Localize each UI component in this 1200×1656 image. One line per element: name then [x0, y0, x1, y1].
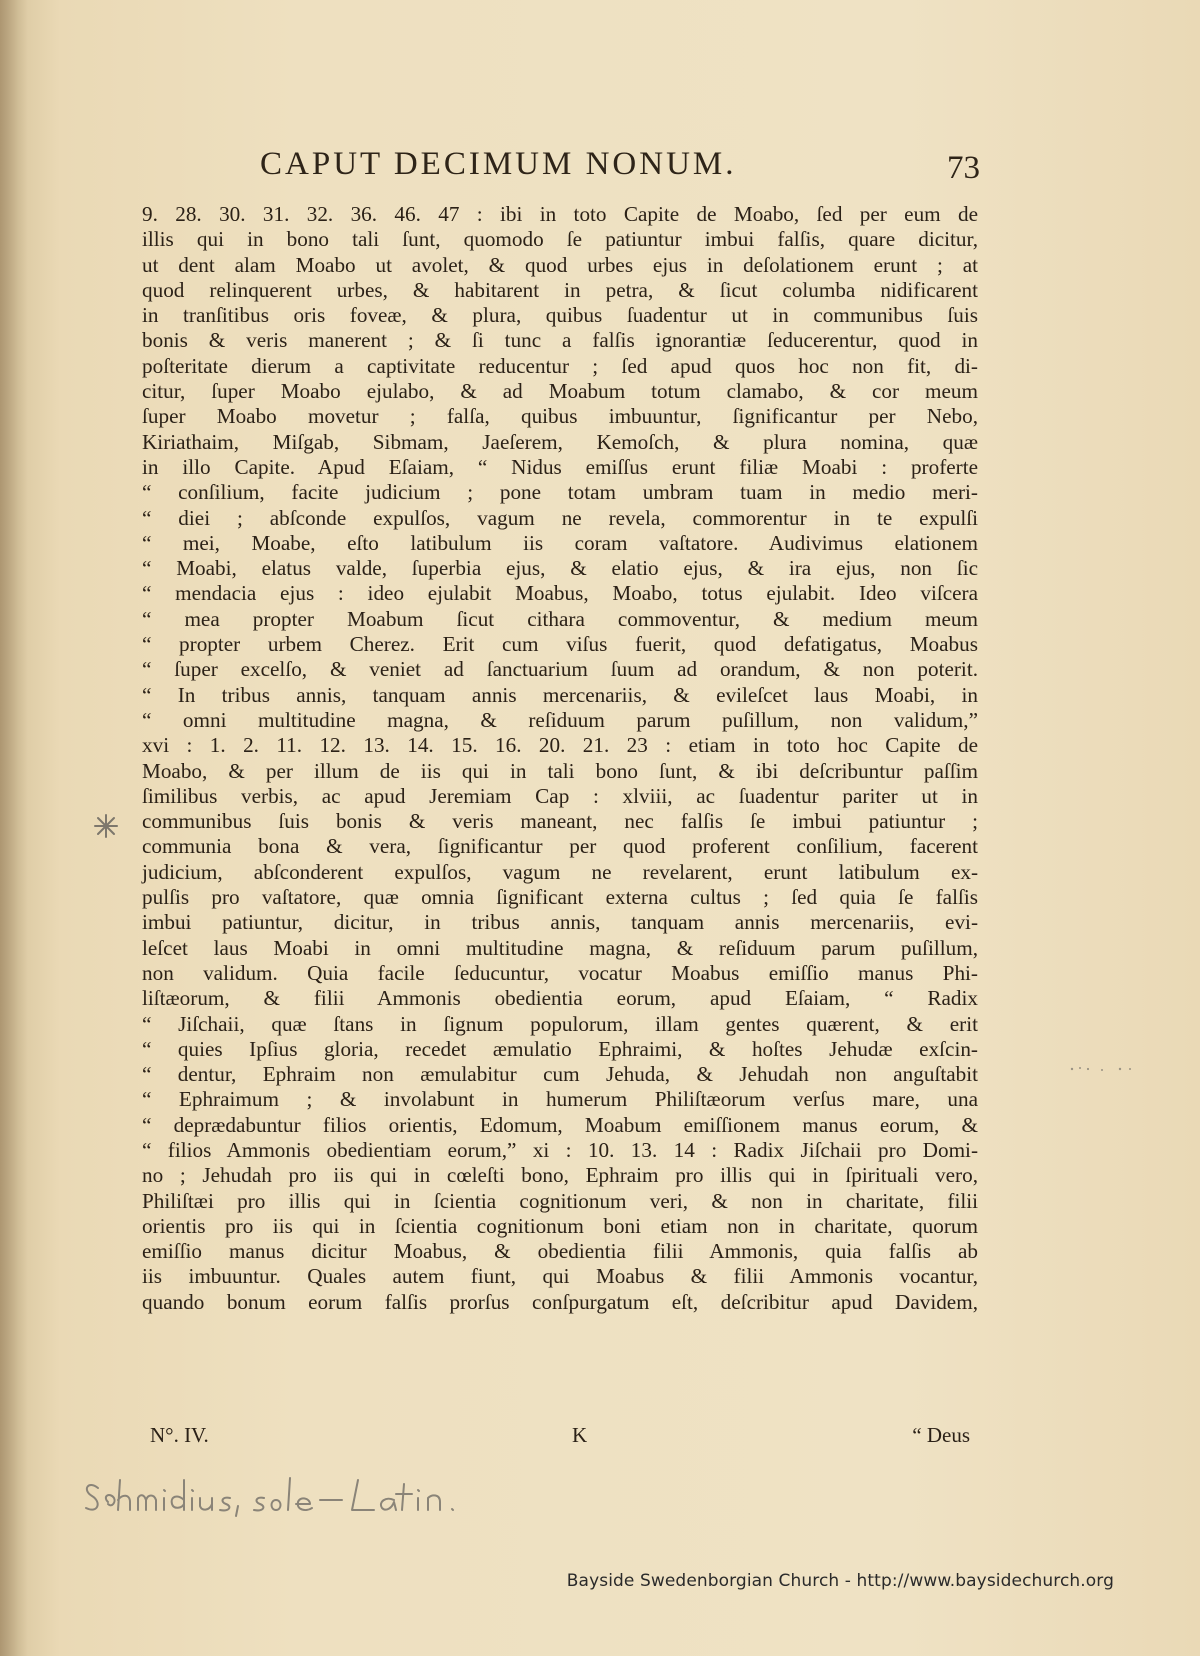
text-line: ut dent alam Moabo ut avolet, & quod urbes ejus in deſolationem erunt ; at — [142, 252, 978, 277]
text-line: xvi : 1. 2. 11. 12. 13. 14. 15. 16. 20. 21. 23 : etiam in toto hoc Capite de — [142, 733, 978, 758]
text-line: “ mendacia ejus : ideo ejulabit Moabus, Moabo, totus ejulabit. Ideo viſcera — [142, 581, 978, 606]
text-line — [142, 1315, 978, 1340]
text-line: in illo Capite. Apud Eſaiam, “ Nidus emiſſus erunt filiæ Moabi : proferte — [142, 454, 978, 479]
text-line: “ Ephraimum ; & involabunt in humerum Philiſtæorum verſus mare, una — [142, 1087, 978, 1112]
text-line: “ filios Ammonis obedientiam eorum,” xi : 10. 13. 14 : Radix Jiſchaii pro Domi- — [142, 1137, 978, 1162]
body-text — [142, 202, 978, 1340]
text-line: illis qui in bono tali ſunt, quomodo ſe patiuntur imbui falſis, quare dicitur, — [142, 227, 978, 252]
text-line: ſimilibus verbis, ac apud Jeremiam Cap : xlviii, ac ſuadentur pariter ut in — [142, 783, 978, 808]
text-line: leſcet laus Moabi in omni multitudine magna, & reſiduum parum puſillum, — [142, 935, 978, 960]
text-line: no ; Jehudah pro iis qui in cœleſti bono, Ephraim pro illis qui in ſpirituali vero, — [142, 1163, 978, 1188]
text-line: “ In tribus annis, tanquam annis mercenariis, & evileſcet laus Moabi, in — [142, 682, 978, 707]
text-line: “ propter urbem Cherez. Erit cum viſus fuerit, quod defatigatus, Moabus — [142, 632, 978, 657]
text-line: judicium, abſconderent expulſos, vagum ne revelarent, erunt latibulum ex- — [142, 859, 978, 884]
text-line: “ ſuper excelſo, & veniet ad ſanctuarium ſuum ad orandum, & non poterit. — [142, 657, 978, 682]
text-line: ſuper Moabo movetur ; falſa, quibus imbuuntur, ſignificantur per Nebo, — [142, 404, 978, 429]
running-head: CAPUT DECIMUM NONUM. — [260, 146, 737, 182]
text-line: quod relinquerent urbes, & habitarent in petra, & ſicut columba nidificarent — [142, 277, 978, 302]
text-line: in tranſitibus oris foveæ, & plura, quibus ſuadentur ut in communibus ſuis — [142, 303, 978, 328]
stray-ink-marks — [1068, 1064, 1138, 1074]
catchword: “ Deus — [912, 1423, 970, 1447]
text-line: non validum. Quia facile ſeducuntur, vocatur Moabus emiſſio manus Phi- — [142, 960, 978, 985]
text-line: “ mei, Moabe, eſto latibulum iis coram vaſtatore. Audivimus elationem — [142, 530, 978, 555]
text-line: Moabo, & per illum de iis qui in tali bono ſunt, & ibi deſcribuntur paſſim — [142, 758, 978, 783]
text-line: “ mea propter Moabum ſicut cithara commoventur, & medium meum — [142, 606, 978, 631]
text-line: quando bonum eorum falſis prorſus conſpurgatum eſt, deſcribitur apud Davidem, — [142, 1289, 978, 1314]
text-line: “ quies Ipſius gloria, recedet æmulatio Ephraimi, & hoſtes Jehudæ exſcin- — [142, 1036, 978, 1061]
text-line: 9. 28. 30. 31. 32. 36. 46. 47 : ibi in toto Capite de Moabo, ſed per eum de — [142, 202, 978, 226]
page-footer — [150, 1423, 970, 1451]
text-line: “ diei ; abſconde expulſos, vagum ne revela, commorentur in te expulſi — [142, 505, 978, 530]
text-line: orientis pro iis qui in ſcientia cognitionum boni etiam non in charitate, quorum — [142, 1213, 978, 1238]
text-line: “ Moabi, elatus valde, ſuperbia ejus, & elatio ejus, & ira ejus, non ſic — [142, 556, 978, 581]
text-line: emiſſio manus dicitur Moabus, & obedientia filii Ammonis, quia falſis ab — [142, 1239, 978, 1264]
text-line: citur, ſuper Moabo ejulabo, & ad Moabum totum clamabo, & cor meum — [142, 379, 978, 404]
text-line: bonis & veris manerent ; & ſi tunc a falſis ignorantiæ ſeducerentur, quod in — [142, 328, 978, 353]
source-watermark: Bayside Swedenborgian Church - http://www.baysidechurch.org — [566, 1571, 1114, 1591]
text-line: “ deprædabuntur filios orientis, Edomum, Moabum emiſſionem manus eorum, & — [142, 1112, 978, 1137]
text-line: poſteritate dierum a captivitate reducentur ; ſed apud quos hoc non fit, di- — [142, 353, 978, 378]
spine-shadow — [0, 0, 28, 1656]
asterisk-mark-icon — [92, 812, 120, 840]
text-line: pulſis pro vaſtatore, quæ omnia ſignificant externa cultus ; ſed quia ſe falſis — [142, 885, 978, 910]
signature-letter: K — [572, 1423, 588, 1447]
text-line: Philiſtæi pro illis qui in ſcientia cognitionum veri, & non in charitate, filii — [142, 1188, 978, 1213]
text-line: liſtæorum, & filii Ammonis obedientia eorum, apud Eſaiam, “ Radix — [142, 986, 978, 1011]
text-line: imbui patiuntur, dicitur, in tribus annis, tanquam annis mercenariis, evi- — [142, 910, 978, 935]
text-line: Kiriathaim, Miſgab, Sibmam, Jaeſerem, Kemoſch, & plura nomina, quæ — [142, 429, 978, 454]
text-line: “ Jiſchaii, quæ ſtans in ſignum populorum, illam gentes quærent, & erit — [142, 1011, 978, 1036]
text-line: communia bona & vera, ſignificantur per quod proferent conſilium, facerent — [142, 834, 978, 859]
text-line: communibus ſuis bonis & veris maneant, nec falſis ſe imbui patiuntur ; — [142, 809, 978, 834]
signature-mark: N°. IV. — [150, 1423, 209, 1447]
text-line: “ conſilium, facite judicium ; pone totam umbram tuam in medio meri- — [142, 480, 978, 505]
handwritten-note — [80, 1466, 520, 1526]
page-number: 73 — [947, 150, 980, 186]
text-line: iis imbuuntur. Quales autem fiunt, qui Moabus & filii Ammonis vocantur, — [142, 1264, 978, 1289]
text-line: “ omni multitudine magna, & reſiduum parum puſillum, non validum,” — [142, 707, 978, 732]
page-header — [140, 146, 980, 196]
text-line: “ dentur, Ephraim non æmulabitur cum Jehuda, & Jehudah non anguſtabit — [142, 1062, 978, 1087]
